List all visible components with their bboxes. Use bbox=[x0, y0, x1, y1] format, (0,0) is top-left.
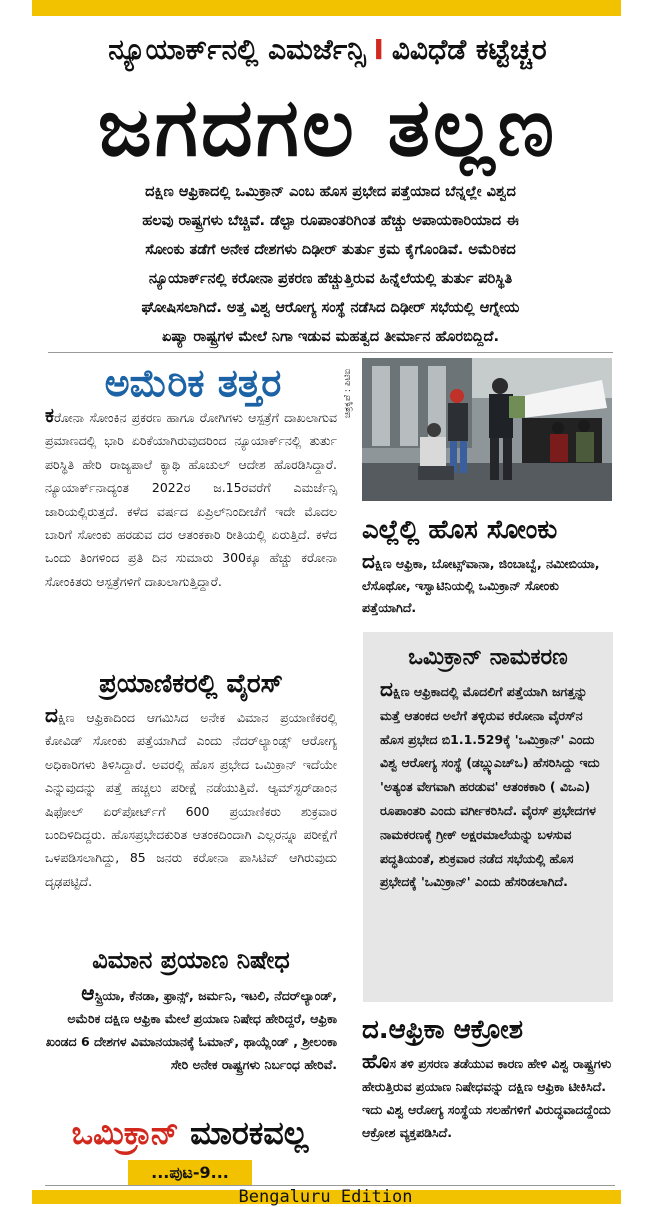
news-photo bbox=[362, 358, 612, 501]
heading-naming: ಒಮಿಕ್ರಾನ್ ನಾಮಕರಣ bbox=[408, 645, 568, 670]
dropcap: ಆ bbox=[81, 981, 95, 1005]
article-flight-ban-body: ಸ್ಟ್ರಿಯಾ, ಕೆನಡಾ, ಫ್ರಾನ್ಸ್, ಜರ್ಮನಿ, ಇಟಲಿ, ನೆದರ್‌ಲ್ಯಾಂಡ್, ಅಮೆರಿಕ ದಕ್ಷಿಣ ಆಫ್ರಿಕಾ ಮೇಲೆ ಪ್ರಯಾಣ ನಿಷೇಧ ಹೇರಿದ್ದರೆ, ಆಫ್ರಿಕಾ ಖಂಡದ 6 ದೇಶಗಳ ವಿಮಾನಯಾನಕ್ಕೆ ಓಮಾನ್, ಥಾಯ್ಲೆಂಡ್ , ಶ್ರೀಲಂಕಾ ಸೇರಿ ಅನೇಕ ರಾಷ್ಟ್ರಗಳು ನಿರ್ಬಂಧ ಹೇರಿವೆ. bbox=[45, 988, 337, 1072]
article-sa-outrage bbox=[362, 1050, 612, 1144]
lead-line: ಸೋಂಕು ತಡೆಗೆ ಅನೇಕ ದೇಶಗಳು ದಿಢೀರ್ ತುರ್ತು ಕ್ರಮ ಕೈಗೊಂಡಿವೆ. ಅಮೆರಿಕದ bbox=[145, 242, 516, 258]
article-america-body: ರೋನಾ ಸೋಂಕಿನ ಪ್ರಕರಣ ಹಾಗೂ ರೋಗಿಗಳು ಆಸ್ಪತ್ರೆಗೆ ದಾಖಲಾಗುವ ಪ್ರಮಾಣದಲ್ಲಿ ಭಾರಿ ಏರಿಕೆಯಾಗಿರುವುದರಿಂದ ನ್ಯೂಯಾರ್ಕ್‌ನಲ್ಲಿ ತುರ್ತು ಪರಿಸ್ಥಿತಿ ಹೇರಿ ರಾಜ್ಯಪಾಲೆ ಕ್ಯಾಥಿ ಹೊಚುಲ್ ಆದೇಶ ಹೊರಡಿಸಿದ್ದಾರೆ. ನ್ಯೂಯಾರ್ಕ್‌ನಾದ್ಯಂತ 2022ರ ಜ.15ರವರೆಗೆ ಎಮರ್ಜೆನ್ಸಿ ಜಾರಿಯಲ್ಲಿರುತ್ತದೆ. ಕಳೆದ ವರ್ಷದ ಏಪ್ರಿಲ್‌ನಿಂದೀಚೆಗೆ ಇದೇ ಮೊದಲ ಬಾರಿಗೆ ಸೋಂಕು ಹರಡುವ ದರ ಆತಂಕಕಾರಿ ರೀತಿಯಲ್ಲಿ ಏರುತ್ತಿದೆ. ಕಳೆದ ಒಂದು ತಿಂಗಳಿಂದ ಪ್ರತಿ ದಿನ ಸುಮಾರು 300ಕ್ಕೂ ಹೆಚ್ಚು ಕರೋನಾ ಸೋಂಕಿತರು ಆಸ್ಪತ್ರೆಗಳಿಗೆ ದಾಖಲಾಗುತ್ತಿದ್ದಾರೆ. bbox=[45, 410, 337, 589]
dropcap: ಕ bbox=[45, 403, 54, 427]
heading-omicron-not-deadly bbox=[40, 1108, 340, 1158]
kicker-line bbox=[40, 30, 615, 70]
heading-travellers: ಪ್ರಯಾಣಿಕರಲ್ಲಿ ವೈರಸ್ bbox=[99, 669, 283, 699]
lead-line: ದಕ್ಷಿಣ ಆಫ್ರಿಕಾದಲ್ಲಿ ಒಮಿಕ್ರಾನ್ ಎಂಬ ಹೊಸ ಪ್ರಭೇದ ಪತ್ತೆಯಾದ ಬೆನ್ನಲ್ಲೇ ವಿಶ್ವದ bbox=[145, 184, 516, 200]
top-color-bar bbox=[32, 0, 621, 16]
article-naming-body: ಕ್ಷಿಣ ಆಫ್ರಿಕಾದಲ್ಲಿ ಮೊದಲಿಗೆ ಪತ್ತೆಯಾಗಿ ಜಗತ್ತನ್ನು ಮತ್ತೆ ಆತಂಕದ ಅಲೆಗೆ ತಳ್ಳಿರುವ ಕರೋನಾ ವೈರಸ್‌ನ ಹೊಸ ಪ್ರಭೇದ ಬಿ1.1.529ಕ್ಕೆ 'ಒಮಿಕ್ರಾನ್' ಎಂದು ವಿಶ್ವ ಆರೋಗ್ಯ ಸಂಸ್ಥೆ (ಡಬ್ಲ್ಯುಎಚ್‌ಒ) ಹೆಸರಿಸಿದ್ದು ಇದು 'ಅತ್ಯಂತ ವೇಗವಾಗಿ ಹರಡುವ' ಆತಂಕಕಾರಿ ( ವಿಒಎ) ರೂಪಾಂತರಿ ಎಂದು ವರ್ಗೀಕರಿಸಿದೆ. ವೈರಸ್ ಪ್ರಭೇದಗಳ ನಾಮಕರಣಕ್ಕೆ ಗ್ರೀಕ್ ಅಕ್ಷರಮಾಲೆಯನ್ನು ಬಳಸುವ ಪದ್ಧತಿಯಂತೆ, ಶುಕ್ರವಾರ ನಡೆದ ಸಭೆಯಲ್ಲಿ ಹೊಸ ಪ್ರಭೇದಕ್ಕೆ 'ಒಮಿಕ್ರಾನ್' ಎಂದು ಹೆಸರಿಡಲಾಗಿದೆ. bbox=[380, 684, 600, 890]
lead-line: ಹಲವು ರಾಷ್ಟ್ರಗಳು ಬೆಚ್ಚಿವೆ. ಡೆಲ್ಟಾ ರೂಪಾಂತರಿಗಿಂತ ಹೆಚ್ಚು ಅಪಾಯಕಾರಿಯಾದ ಈ bbox=[142, 213, 519, 229]
heading-omicron-black: ಮಾರಕವಲ್ಲ bbox=[190, 1114, 309, 1152]
dropcap: ದ bbox=[380, 677, 393, 701]
bottom-rule bbox=[45, 1185, 615, 1186]
lead-paragraph bbox=[48, 178, 613, 352]
article-flight-ban bbox=[45, 982, 337, 1076]
kicker-separator: I bbox=[373, 33, 384, 66]
dropcap: ದ bbox=[45, 703, 58, 727]
article-where-infection bbox=[362, 550, 612, 619]
heading-sa-outrage: ದ.ಆಫ್ರಿಕಾ ಆಕ್ರೋಶ bbox=[362, 1015, 523, 1045]
divider bbox=[48, 352, 613, 353]
lead-line: ಏಷ್ಯಾ ರಾಷ್ಟ್ರಗಳ ಮೇಲೆ ನಿಗಾ ಇಡುವ ಮಹತ್ವದ ತೀರ್ಮಾನ ಹೊರಬಿದ್ದಿದೆ. bbox=[162, 329, 499, 345]
edition-label: Bengaluru Edition bbox=[238, 1187, 413, 1207]
heading-omicron-red: ಒಮಿಕ್ರಾನ್ bbox=[71, 1114, 180, 1152]
page-reference: ...ಪುಟ-9... bbox=[128, 1160, 252, 1186]
news-photo-illustration bbox=[362, 358, 612, 501]
dropcap: ಹೊ bbox=[362, 1049, 390, 1073]
article-travellers-body: ಕ್ಷಿಣ ಆಫ್ರಿಕಾದಿಂದ ಆಗಮಿಸಿದ ಅನೇಕ ವಿಮಾನ ಪ್ರಯಾಣಿಕರಲ್ಲಿ ಕೋವಿಡ್ ಸೋಂಕು ಪತ್ತೆಯಾಗಿದೆ ಎಂದು ನೆದರ್‌ಲ್ಯಾಂಡ್ಸ್ ಆರೋಗ್ಯ ಅಧಿಕಾರಿಗಳು ತಿಳಿಸಿದ್ದಾರೆ. ಅವರಲ್ಲಿ ಹೊಸ ಪ್ರಭೇದ ಒಮಿಕ್ರಾನ್ ಇದೆಯೇ ಎನ್ನುವುದನ್ನು ಪತ್ತೆ ಹಚ್ಚಲು ಪರೀಕ್ಷೆ ನಡೆಯುತ್ತಿವೆ. ಆ್ಯಮ್‌ಸ್ಟರ್‌ಡಾಂನ ಷಿಫೋಲ್ ಏರ್‌ಪೋರ್ಟ್‌ಗೆ 600 ಪ್ರಯಾಣಿಕರು ಶುಕ್ರವಾರ ಬಂದಿಳಿದಿದ್ದರು. ಹೊಸಪ್ರಭೇದಕುರಿತ ಆತಂಕದಿಂದಾಗಿ ಎಲ್ಲರನ್ನೂ ಪರೀಕ್ಷೆಗೆ ಒಳಪಡಿಸಲಾಗಿದ್ದು, 85 ಜನರು ಕರೋನಾ ಪಾಸಿಟಿವ್ ಆಗಿರುವುದು ದೃಢಪಟ್ಟಿದೆ. bbox=[45, 710, 337, 889]
article-where-infection-body: ಕ್ಷಿಣ ಆಫ್ರಿಕಾ, ಬೋಟ್ಸ್‌ವಾನಾ, ಜಿಂಬಾಬ್ವೆ, ನಮೀಬಿಯಾ, ಲೆಸೊಥೋ, ಇಸ್ವಾಟಿನಿಯಲ್ಲಿ ಒಮಿಕ್ರಾನ್ ಸೋಂಕು ಪತ್ತೆಯಾಗಿದೆ. bbox=[362, 556, 600, 615]
photo-credit: ಚಿತ್ರಕೃಪೆ : ಪಿಟಿಐ bbox=[343, 368, 353, 418]
dropcap: ದ bbox=[362, 549, 375, 573]
article-america bbox=[45, 404, 337, 593]
heading-where-infection: ಎಲ್ಲೆಲ್ಲಿ ಹೊಸ ಸೋಂಕು bbox=[362, 515, 558, 545]
kicker-left: ನ್ಯೂಯಾರ್ಕ್‌ನಲ್ಲಿ ಎಮರ್ಜೆನ್ಸಿ bbox=[108, 33, 366, 66]
article-travellers bbox=[45, 704, 337, 893]
heading-america: ಅಮೆರಿಕ ತತ್ತರ bbox=[104, 361, 282, 405]
heading-flight-ban: ವಿಮಾನ ಪ್ರಯಾಣ ನಿಷೇಧ bbox=[92, 946, 290, 974]
main-headline: ಜಗದಗಲ ತಲ್ಲಣ bbox=[97, 81, 558, 174]
kicker-right: ವಿವಿಧೆಡೆ ಕಟ್ಟೆಚ್ಚರ bbox=[391, 33, 547, 66]
lead-line: ಘೋಷಿಸಲಾಗಿದೆ. ಅತ್ತ ವಿಶ್ವ ಆರೋಗ್ಯ ಸಂಸ್ಥೆ ನಡೆಸಿದ ದಿಢೀರ್ ಸಭೆಯಲ್ಲಿ ಆಗ್ನೇಯ bbox=[141, 300, 520, 316]
article-sa-outrage-body: ಸ ತಳಿ ಪ್ರಸರಣ ತಡೆಯುವ ಕಾರಣ ಹೇಳಿ ವಿಶ್ವ ರಾಷ್ಟ್ರಗಳು ಹೇರುತ್ತಿರುವ ಪ್ರಯಾಣ ನಿಷೇಧವನ್ನು ದಕ್ಷಿಣ ಆಫ್ರಿಕಾ ಟೀಕಿಸಿದೆ. ಇದು ವಿಶ್ವ ಆರೋಗ್ಯ ಸಂಸ್ಥೆಯ ಸಲಹೆಗಳಿಗೆ ವಿರುದ್ಧವಾದದ್ದೆಂದು ಆಕ್ರೋಶ ವ್ಯಕ್ತಪಡಿಸಿದೆ. bbox=[362, 1056, 612, 1140]
lead-line: ನ್ಯೂಯಾರ್ಕ್‌ನಲ್ಲಿ ಕರೋನಾ ಪ್ರಕರಣ ಹೆಚ್ಚುತ್ತಿರುವ ಹಿನ್ನೆಲೆಯಲ್ಲಿ ತುರ್ತು ಪರಿಸ್ಥಿತಿ bbox=[148, 271, 513, 287]
article-naming bbox=[380, 678, 600, 894]
